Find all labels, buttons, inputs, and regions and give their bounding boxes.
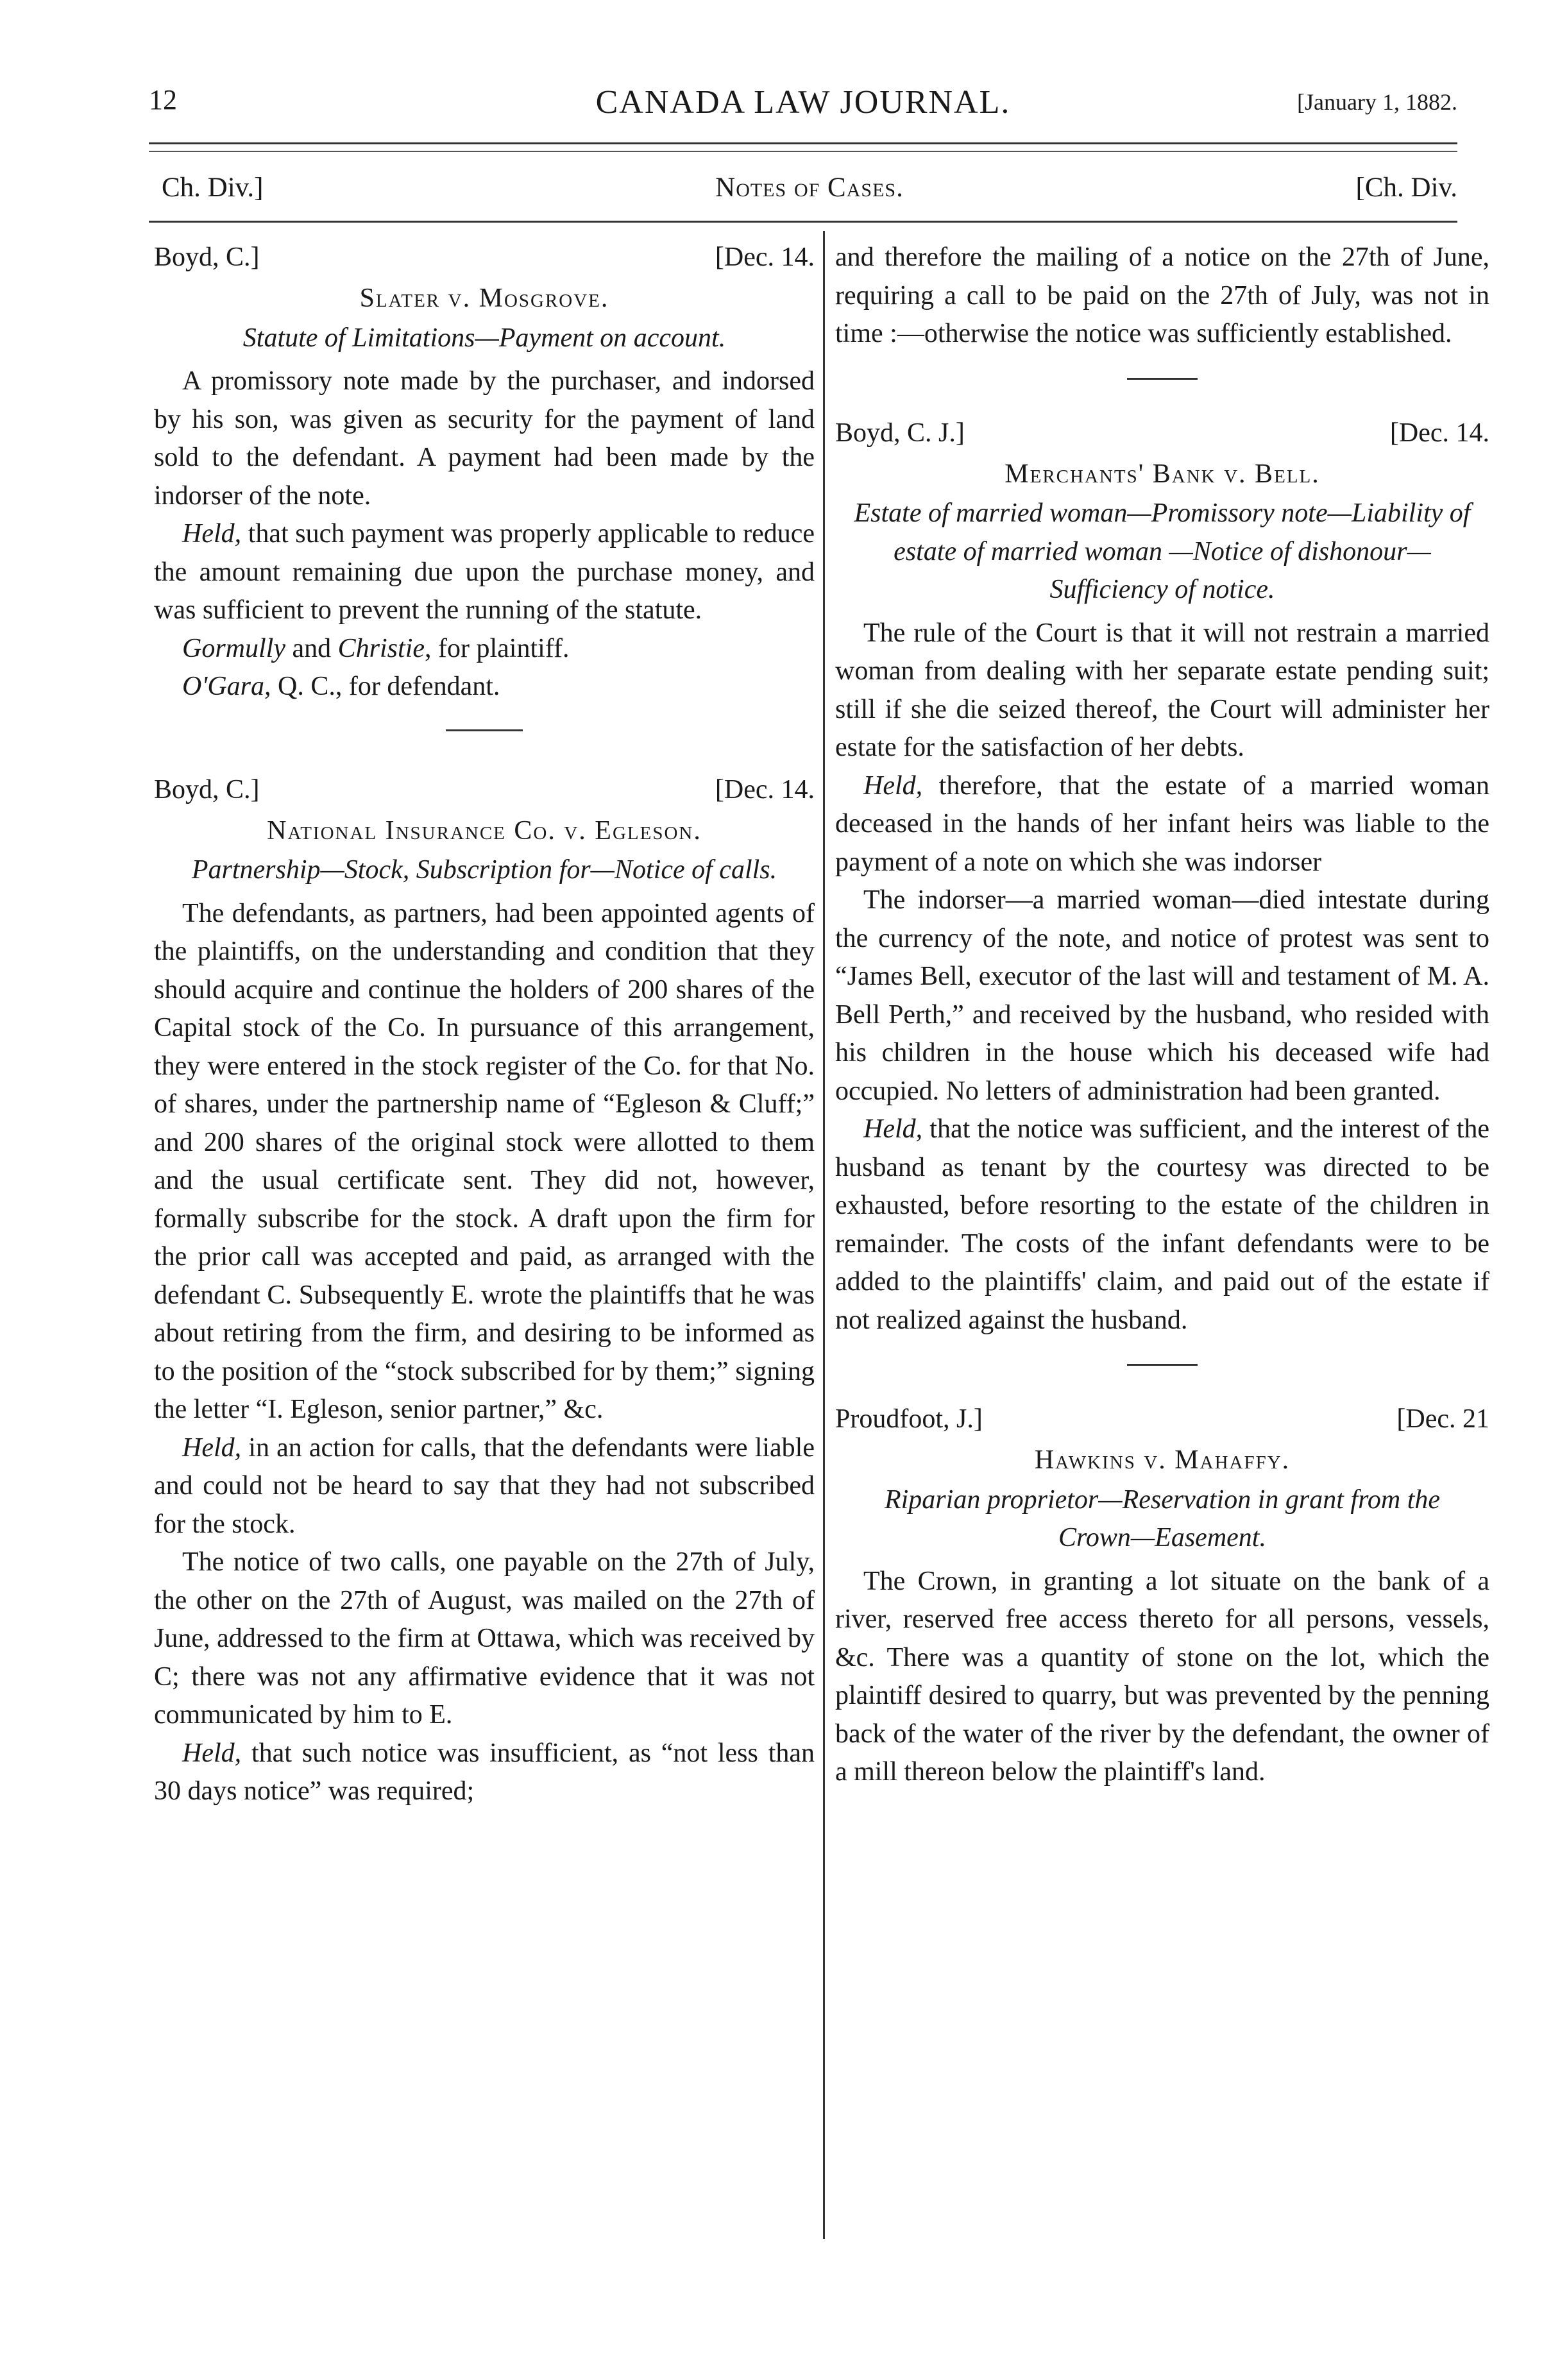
held-label: Held, [182,519,242,548]
case-heading [154,771,815,810]
case-date: [Dec. 14. [715,242,815,272]
case-judge: Boyd, C. J.] [835,418,965,448]
section-line [162,172,1457,210]
held-text: that the notice was sufficient, and the interest of the husband as tenant by the courtesy was directed to be exhausted, before resorting to the estate of the children in remainder. The costs of the infant defendants were to be added to the plaintiffs' claim, and paid out of the estate if not realized against the husband. [835,1114,1489,1335]
case-facts: The defendants, as partners, had been appointed agents of the plaintiffs, on the understanding and condition that they should acquire and continue the holders of 200 shares of the Capital stock of the Co. In pursuance of this arrangement, they were entered in the stock register of the Co. for that No. of shares, under the partnership name of “Egleson & Cluff;” and 200 shares of the original stock were allotted to them and the usual certificate sent. They did not, however, formally subscribe for the stock. A draft upon the firm for the prior call was accepted and paid, as arranged with the defendant C. Subsequently E. wrote the plaintiffs that he was about retiring from the firm, and desiring to be informed as to the position of the “stock subscribed for by them;” signing the letter “I. Egleson, senior partner,” &c. [154,898,815,1424]
section-rule [149,221,1457,223]
counsel-role: Q. C., for defendant. [271,672,500,701]
case-held [154,1429,815,1544]
case-date: [Dec. 14. [1389,418,1489,448]
case-judge: Boyd, C.] [154,774,260,804]
case-headnote: Riparian proprietor—Reservation in grant from the Crown—Easement. [884,1484,1441,1552]
case-headnote: Estate of married woman—Promissory note—Liability of estate of married woman —Notice of dishonour—Sufficiency of notice. [854,498,1471,604]
section-left: Ch. Div.] [162,173,264,203]
held-text: in an action for calls, that the defendants were liable and could not be heard to say that they had not subscribed for the stock. [154,1432,815,1539]
column-divider [823,231,825,2239]
page-number: 12 [149,84,177,115]
held-text: therefore, that the estate of a married woman deceased in the hands of her infant heirs was liable to the payment of a note on which she was indorser [835,770,1489,877]
case-separator [1127,378,1198,380]
case-date: [Dec. 14. [715,774,815,804]
case-rule: The rule of the Court is that it will not restrain a married woman from dealing with her separate estate pending suit; still if she die seized thereof, the Court will administer her estate for the satisfaction of her debts. [835,618,1489,762]
case-held [154,1735,815,1811]
case-heading [154,239,815,277]
case-judge: Boyd, C.] [154,242,260,272]
case-slater [154,239,815,706]
counsel-name: Gormully [182,633,285,663]
held-label: Held, [863,1114,923,1144]
held-text: that such payment was properly applicable to reduce the amount remaining due upon the purchase money, and was sufficient to prevent the running of the statute. [154,519,815,625]
case-separator [1127,1364,1198,1366]
case-facts: The Crown, in granting a lot situate on the bank of a river, reserved free access thereto for all persons, vessels, &c. There was a quantity of stone on the lot, which the plaintiff desired to quarry, but was prevented by the penning back of the water of the river by the defendant, the owner of a mill thereon below the plaintiff's land. [835,1566,1489,1787]
case-held [154,515,815,630]
case-facts: A promissory note made by the purchaser, and indorsed by his son, was given as security for the payment of land sold to the defendant. A payment had been made by the indorser of the note. [154,366,815,511]
held-text: that such notice was insufficient, as “not less than 30 days notice” was required; [154,1738,815,1806]
right-column [835,239,1489,1792]
case-date: [Dec. 21 [1396,1404,1489,1434]
case-heading [835,414,1489,453]
counsel-role: , for plaintiff. [425,633,570,663]
held-label: Held, [863,770,923,801]
counsel-name: O'Gara, [182,672,271,701]
section-right: [Ch. Div. [1355,173,1457,203]
case-continuation: and therefore the mailing of a notice on the 27th of June, requiring a call to be paid on the 27th of July, was not in time :—otherwise the notice was sufficiently established. [835,242,1489,348]
case-title: Slater v. Mosgrove. [359,284,609,313]
counsel-and: and [285,633,338,663]
header-double-rule [149,142,1457,152]
case-separator [446,729,523,731]
section-title: Notes of Cases. [715,173,904,203]
held-label: Held, [182,1738,242,1768]
issue-date: [January 1, 1882. [1297,89,1457,115]
case-hawkins [835,1400,1489,1792]
counsel-plaintiff [154,630,815,668]
counsel-defendant [154,668,815,706]
left-column [154,239,815,1811]
case-heading [835,1400,1489,1439]
case-national-insurance [154,771,815,1811]
running-head [149,83,1457,135]
case-notice: The notice of two calls, one payable on the 27th of July, the other on the 27th of August, was mailed on the 27th of June, addressed to the firm at Ottawa, which was received by C; there was not any affirmative evidence that it was not communicated by him to E. [154,1547,815,1730]
case-facts: The indorser—a married woman—died intestate during the currency of the note, and notice of protest was sent to “James Bell, executor of the last will and testament of M. A. Bell Perth,” and received by the husband, who resided with his children in the house which his deceased wife had occupied. No letters of administration had been granted. [835,885,1489,1106]
case-judge: Proudfoot, J.] [835,1404,983,1434]
case-headnote: Partnership—Stock, Subscription for—Notice of calls. [191,855,777,885]
held-label: Held, [182,1432,242,1463]
counsel-name: Christie [337,633,425,663]
case-held [835,1110,1489,1339]
case-title: Merchants' Bank v. Bell. [1005,459,1320,489]
case-title: National Insurance Co. v. Egleson. [267,815,702,846]
case-held [835,767,1489,882]
journal-title: CANADA LAW JOURNAL. [595,84,1011,121]
case-headnote: Statute of Limitations—Payment on account. [242,323,726,353]
case-title: Hawkins v. Mahaffy. [1034,1445,1291,1475]
case-merchants-bank [835,414,1489,1340]
